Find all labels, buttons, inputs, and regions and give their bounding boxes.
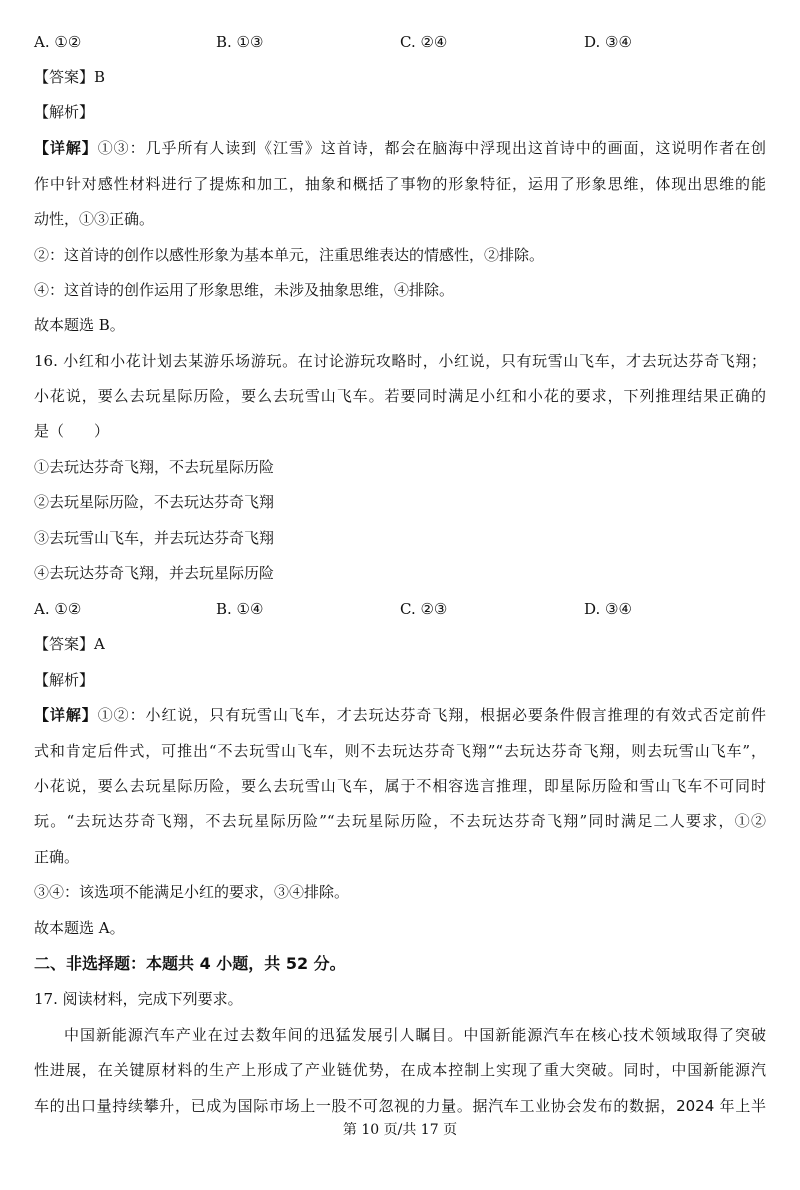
q15-option-c: C. ②④	[400, 33, 448, 51]
q16-detail-line-3: 小花说，要么去玩星际历险，要么去玩雪山飞车，属于不相容选言推理，即星际历险和雪山飞车不可同时	[34, 777, 766, 795]
q15-detail-text: ①③：几乎所有人读到《江雪》这首诗，都会在脑海中浮现出这首诗中的画面，这说明作者在创	[97, 139, 766, 157]
q17-stem: 17. 阅读材料，完成下列要求。	[34, 990, 243, 1008]
q16-option-a: A. ①②	[34, 600, 82, 618]
q16-detail-line-1	[34, 704, 766, 726]
q15-option-b: B. ①③	[216, 33, 264, 51]
q16-analysis-label: 【解析】	[34, 671, 95, 689]
q15-option-d: D. ③④	[584, 33, 632, 51]
q16-answer: 【答案】A	[34, 635, 105, 653]
q16-conclusion: 故本题选 A。	[34, 919, 125, 937]
q15-detail-line-5: ④：这首诗的创作运用了形象思维，未涉及抽象思维，④排除。	[34, 281, 455, 299]
q16-detail-line-6: ③④：该选项不能满足小红的要求，③④排除。	[34, 883, 350, 901]
q15-detail-line-3: 动性，①③正确。	[34, 210, 155, 228]
section-title: 二、非选择题：本题共 4 小题，共 52 分。	[34, 954, 346, 973]
q15-detail-head: 【详解】	[34, 139, 98, 157]
q17-material-line-2: 性进展，在关键原材料的生产上形成了产业链优势，在成本控制上实现了重大突破。同时，中国新能源汽	[34, 1061, 766, 1079]
q17-material-line-1: 中国新能源汽车产业在过去数年间的迅猛发展引人瞩目。中国新能源汽车在核心技术领域取得了突破	[64, 1026, 766, 1044]
q16-detail-head: 【详解】	[34, 706, 98, 724]
q16-detail-line-2: 式和肯定后件式，可推出“不去玩雪山飞车，则不去玩达芬奇飞翔”“去玩达芬奇飞翔，则去玩雪山飞车”，	[34, 742, 766, 760]
q15-detail-line-2: 作中针对感性材料进行了提炼和加工，抽象和概括了事物的形象特征，运用了形象思维，体现出思维的能	[34, 175, 766, 193]
q15-detail-line-4: ②：这首诗的创作以感性形象为基本单元，注重思维表达的情感性，②排除。	[34, 246, 545, 264]
q15-detail-line-1	[34, 137, 766, 159]
q16-stem-line-2: 小花说，要么去玩星际历险，要么去玩雪山飞车。若要同时满足小红和小花的要求，下列推理结果正确的	[34, 387, 766, 405]
q15-option-a: A. ①②	[34, 33, 82, 51]
q16-statement-4: ④去玩达芬奇飞翔，并去玩星际历险	[34, 564, 275, 582]
q15-answer: 【答案】B	[34, 68, 106, 86]
q16-stem-line-1: 16. 小红和小花计划去某游乐场游玩。在讨论游玩攻略时，小红说，只有玩雪山飞车，才去玩达芬奇飞翔；	[34, 352, 766, 370]
q16-option-c: C. ②③	[400, 600, 448, 618]
q16-statement-1: ①去玩达芬奇飞翔，不去玩星际历险	[34, 458, 275, 476]
q17-material-line-3: 车的出口量持续攀升，已成为国际市场上一股不可忽视的力量。据汽车工业协会发布的数据，2024 年上半	[34, 1097, 766, 1115]
q16-statement-3: ③去玩雪山飞车，并去玩达芬奇飞翔	[34, 529, 275, 547]
q16-option-b: B. ①④	[216, 600, 264, 618]
q16-detail-line-5: 正确。	[34, 848, 80, 866]
q16-option-d: D. ③④	[584, 600, 632, 618]
q16-statement-2: ②去玩星际历险，不去玩达芬奇飞翔	[34, 493, 275, 511]
q15-analysis-label: 【解析】	[34, 103, 95, 121]
q16-detail-line-4: 玩。“去玩达芬奇飞翔，不去玩星际历险”“去玩星际历险，不去玩达芬奇飞翔”同时满足二人要求，①②	[34, 812, 766, 830]
page-footer: 第 10 页/共 17 页	[342, 1122, 458, 1138]
q16-detail-text: ①②：小红说，只有玩雪山飞车，才去玩达芬奇飞翔，根据必要条件假言推理的有效式否定前件	[97, 706, 766, 724]
q16-stem-line-3: 是（ ）	[34, 422, 110, 440]
q15-conclusion: 故本题选 B。	[34, 316, 125, 334]
